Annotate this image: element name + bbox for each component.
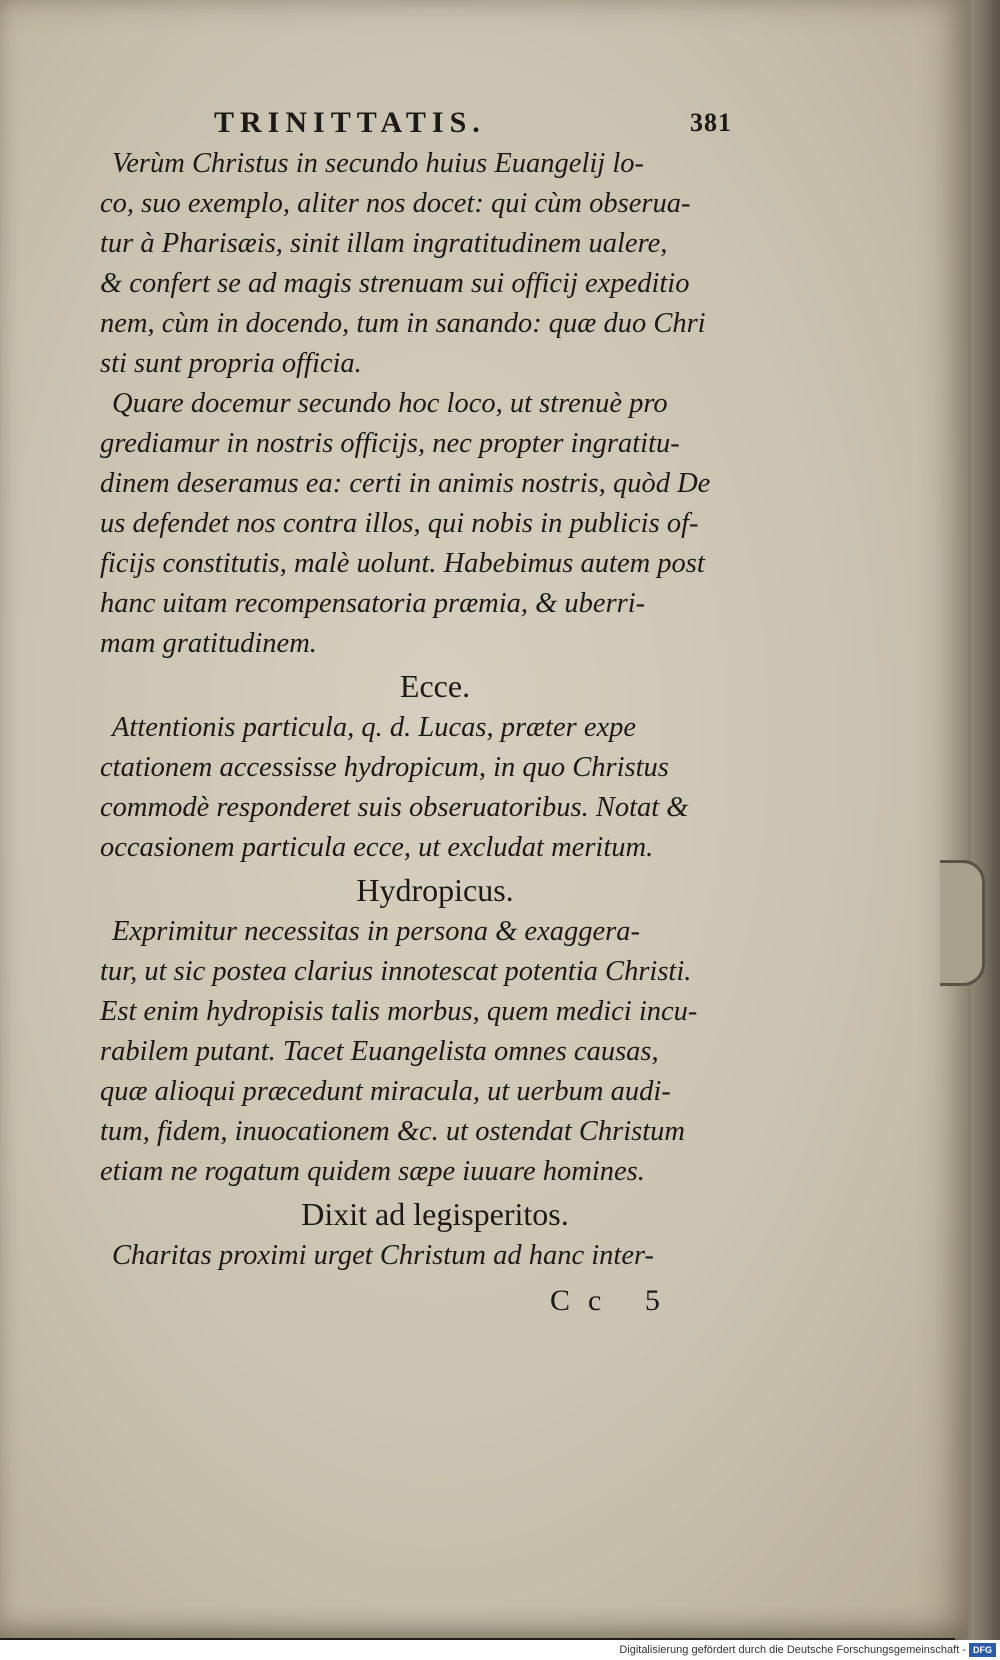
paragraph bbox=[100, 144, 740, 384]
text-line: & confert se ad magis strenuam sui officij expeditio bbox=[100, 268, 690, 299]
section-heading: Dixit ad legisperitos. bbox=[301, 1196, 569, 1232]
text-line: grediamur in nostris officijs, nec propter ingratitu- bbox=[100, 428, 680, 459]
paragraph bbox=[100, 384, 740, 664]
text-line: co, suo exemplo, aliter nos docet: qui cùm obserua- bbox=[100, 188, 691, 219]
text-line: tur à Pharisæis, sinit illam ingratitudinem ualere, bbox=[100, 228, 668, 259]
text-line: hanc uitam recompensatoria præmia, & uberri- bbox=[100, 588, 646, 619]
page-tab-clip bbox=[940, 860, 985, 986]
text-line: ficijs constitutis, malè uolunt. Habebimus autem post bbox=[100, 548, 705, 579]
text-line: etiam ne rogatum quidem sæpe iuuare homines. bbox=[100, 1156, 645, 1187]
text-line: quæ alioqui præcedunt miracula, ut uerbum audi- bbox=[100, 1076, 671, 1107]
paragraph bbox=[100, 912, 740, 1192]
running-head bbox=[100, 98, 740, 144]
text-line: tum, fidem, inuocationem &c. ut ostendat Christum bbox=[100, 1116, 686, 1147]
text-line: Charitas proximi urget Christum ad hanc inter- bbox=[112, 1240, 654, 1271]
text-line: nem, cùm in docendo, tum in sanando: quæ duo Chri bbox=[100, 308, 706, 339]
page-text bbox=[100, 98, 740, 1326]
section-heading: Hydropicus. bbox=[356, 872, 514, 908]
text-line: sti sunt propria officia. bbox=[100, 348, 362, 379]
text-line: Est enim hydropisis talis morbus, quem medici incu- bbox=[100, 996, 698, 1027]
signature-mark bbox=[100, 1276, 740, 1326]
text-line: rabilem putant. Tacet Euangelista omnes causas, bbox=[100, 1036, 659, 1067]
text-line: Attentionis particula, q. d. Lucas, præter expe bbox=[112, 712, 637, 743]
text-line: dinem deseramus ea: certi in animis nostris, quòd De bbox=[100, 468, 711, 499]
folio-number: 381 bbox=[690, 108, 732, 137]
text-line: Exprimitur necessitas in persona & exaggera- bbox=[112, 916, 640, 947]
text-line: ctationem accessisse hydropicum, in quo Christus bbox=[100, 752, 669, 783]
paragraph bbox=[100, 1236, 740, 1276]
section-heading: Ecce. bbox=[399, 668, 471, 704]
text-line: us defendet nos contra illos, qui nobis in publicis of- bbox=[100, 508, 699, 539]
signature-text: Cc 5 bbox=[550, 1284, 678, 1317]
digitization-credit-bar bbox=[0, 1640, 1000, 1660]
text-line: Verùm Christus in secundo huius Euangelij lo- bbox=[112, 148, 644, 179]
text-line: occasionem particula ecce, ut excludat meritum. bbox=[100, 832, 654, 863]
text-line: tur, ut sic postea clarius innotescat potentia Christi. bbox=[100, 956, 692, 987]
credit-text: Digitalisierung gefördert durch die Deutsche Forschungsgemeinschaft - bbox=[619, 1644, 966, 1656]
text-line: commodè responderet suis obseruatoribus. Notat & bbox=[100, 792, 689, 823]
running-head-title: TRINITTATIS. bbox=[214, 106, 486, 139]
paragraph bbox=[100, 708, 740, 868]
text-line: Quare docemur secundo hoc loco, ut strenuè pro bbox=[112, 388, 668, 419]
dfg-logo: DFG bbox=[969, 1643, 996, 1657]
text-line: mam gratitudinem. bbox=[100, 628, 317, 659]
